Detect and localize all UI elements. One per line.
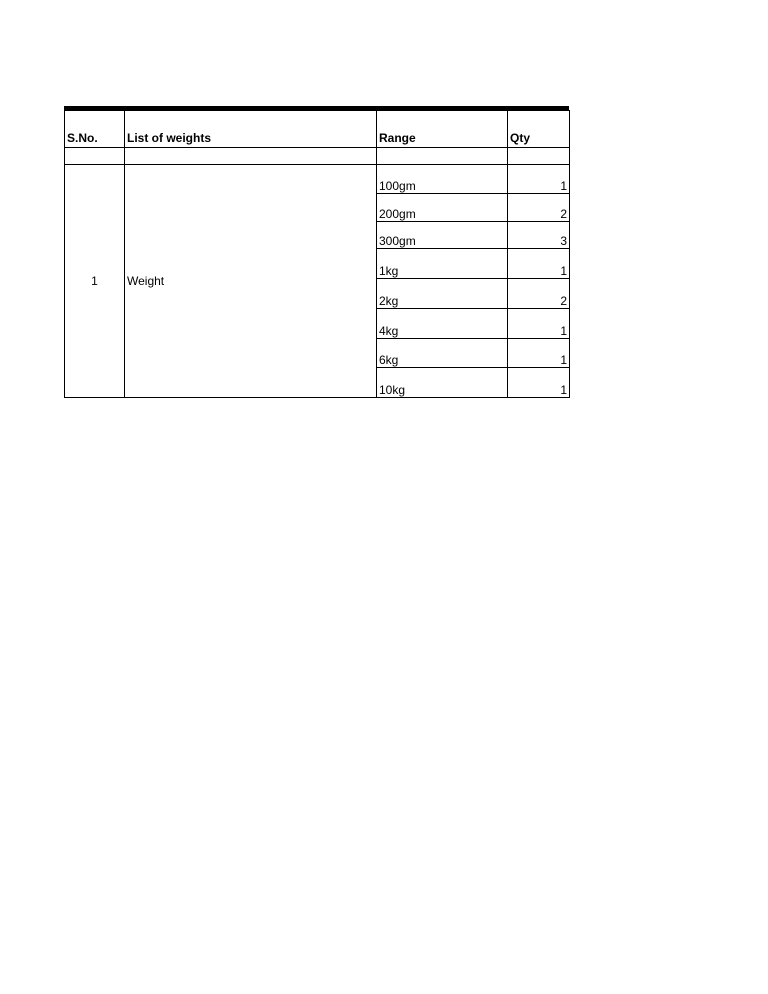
empty-cell <box>65 148 125 165</box>
qty-cell: 1 <box>508 309 570 339</box>
header-range: Range <box>377 111 508 148</box>
range-cell: 6kg <box>377 339 508 368</box>
header-list-of-weights: List of weights <box>125 111 377 148</box>
empty-cell <box>508 148 570 165</box>
qty-cell: 3 <box>508 222 570 249</box>
empty-cell <box>377 148 508 165</box>
header-row <box>65 111 570 148</box>
empty-row <box>65 148 570 165</box>
range-cell: 1kg <box>377 249 508 279</box>
qty-cell: 1 <box>508 368 570 398</box>
qty-cell: 1 <box>508 165 570 194</box>
table-row <box>65 165 570 194</box>
weights-sheet <box>64 106 569 398</box>
range-cell: 300gm <box>377 222 508 249</box>
weights-table <box>64 110 570 398</box>
header-sno: S.No. <box>65 111 125 148</box>
qty-cell: 2 <box>508 279 570 309</box>
header-qty: Qty <box>508 111 570 148</box>
range-cell: 2kg <box>377 279 508 309</box>
range-cell: 4kg <box>377 309 508 339</box>
range-cell: 100gm <box>377 165 508 194</box>
empty-cell <box>125 148 377 165</box>
qty-cell: 1 <box>508 249 570 279</box>
qty-cell: 1 <box>508 339 570 368</box>
row-item-name: Weight <box>125 165 377 398</box>
row-sno: 1 <box>65 165 125 398</box>
range-cell: 200gm <box>377 194 508 222</box>
qty-cell: 2 <box>508 194 570 222</box>
range-cell: 10kg <box>377 368 508 398</box>
